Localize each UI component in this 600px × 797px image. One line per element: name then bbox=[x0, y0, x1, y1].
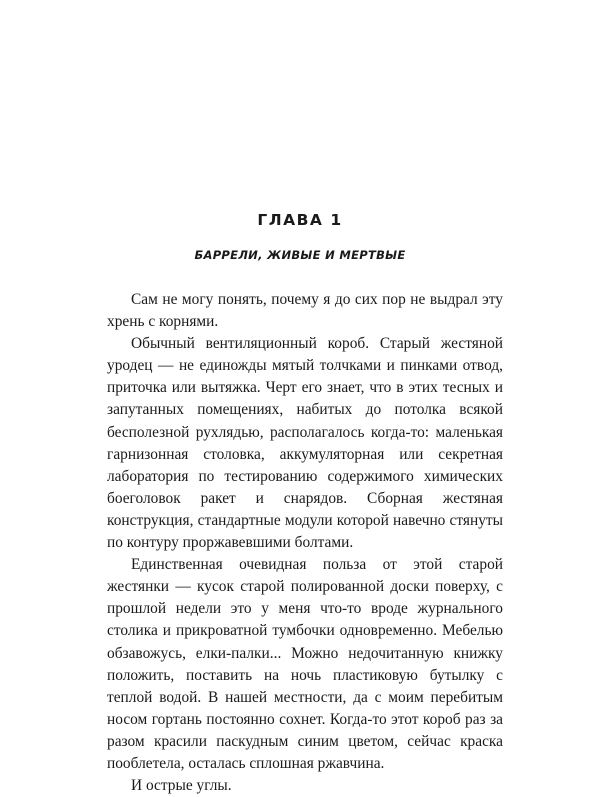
chapter-title: ГЛАВА 1 bbox=[257, 211, 343, 229]
paragraph: Сам не могу понять, почему я до сих пор не выдрал эту хрень с корнями. bbox=[107, 291, 503, 331]
paragraph: Обычный вентиляционный короб. Старый жестяной уродец — не единожды мятый толчками и пинками отвод, приточка или вытяжка. Черт его знает, что в этих тесных и запутанных помещениях, набитых до потолка всякой бесполезной рухлядью, располагалось когда-то: маленькая гарнизонная столовка, аккумуляторная или секретная лаборатория по тестированию содержимого химических боеголовок ракет и снарядов. Сборная жестяная конструкция, стандартные модули которой навечно стянуты по контуру проржавевшими болтами. bbox=[107, 335, 503, 552]
paragraph: Единственная очевидная польза от этой старой жестянки — кусок старой полированной доски поверху, с прошлой недели это у меня что-то вроде журнального столика и прикроватной тумбочки одновременно. Мебелью обзавожусь, елки-палки... Можно недочитанную книжку положить, поставить на ночь пластиковую бутылку с теплой водой. В нашей местности, да с моим перебитым носом гортань постоянно сохнет. Когда-то этот короб раз за разом красили паскудным синим цветом, сейчас краска пооблетела, осталась сплошная ржавчина. bbox=[107, 556, 503, 772]
chapter-subtitle: БАРРЕЛИ, ЖИВЫЕ И МЕРТВЫЕ bbox=[194, 248, 406, 262]
chapter-body bbox=[107, 289, 503, 797]
paragraph: И острые углы. bbox=[131, 777, 232, 795]
